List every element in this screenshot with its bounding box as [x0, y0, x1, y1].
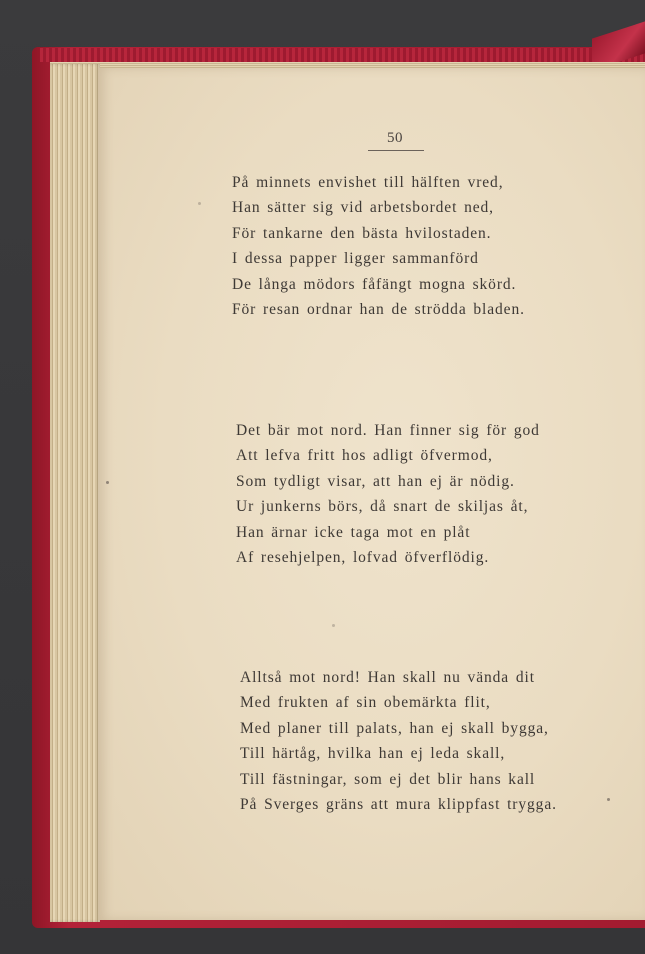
verse-line: Han sätter sig vid arbetsbordet ned,	[232, 199, 494, 217]
stanza-3	[240, 665, 557, 817]
verse-line: Med planer till palats, han ej skall bygga,	[240, 719, 549, 737]
page-number-rule	[368, 150, 424, 151]
verse-line: På Sverges gräns att mura klippfast trygga.	[240, 795, 557, 813]
verse-line: Af resehjelpen, lofvad öfverflödig.	[236, 548, 490, 566]
book-page	[98, 68, 645, 920]
verse-line: Till fästningar, som ej det blir hans kall	[240, 770, 536, 788]
paper-speck	[106, 481, 109, 484]
verse-line: Att lefva fritt hos adligt öfvermod,	[236, 447, 493, 465]
verse-line: Till härtåg, hvilka han ej leda skall,	[240, 745, 506, 763]
cover-top-edge	[40, 48, 645, 62]
verse-line: För resan ordnar han de strödda bladen.	[232, 300, 525, 318]
paper-speck	[198, 202, 201, 205]
verse-line: Alltså mot nord! Han skall nu vända dit	[240, 669, 535, 686]
verse-line: För tankarne den bästa hvilostaden.	[232, 224, 492, 242]
paper-speck	[332, 624, 335, 627]
page-block-side-edges	[50, 64, 100, 922]
verse-line: Som tydligt visar, att han ej är nödig.	[236, 472, 515, 490]
verse-line: Det bär mot nord. Han finner sig för god	[236, 422, 540, 439]
verse-line: Med frukten af sin obemärkta flit,	[240, 694, 491, 712]
stanza-1	[232, 170, 525, 322]
stanza-2	[236, 418, 540, 570]
page-number: 50	[387, 130, 403, 146]
verse-line: Ur junkerns börs, då snart de skiljas åt,	[236, 498, 529, 516]
verse-line: På minnets envishet till hälften vred,	[232, 174, 504, 191]
verse-line: I dessa papper ligger sammanförd	[232, 250, 479, 268]
verse-line: Han ärnar icke taga mot en plåt	[236, 523, 471, 541]
paper-speck	[607, 798, 610, 801]
verse-line: De långa mödors fåfängt mogna skörd.	[232, 275, 517, 293]
